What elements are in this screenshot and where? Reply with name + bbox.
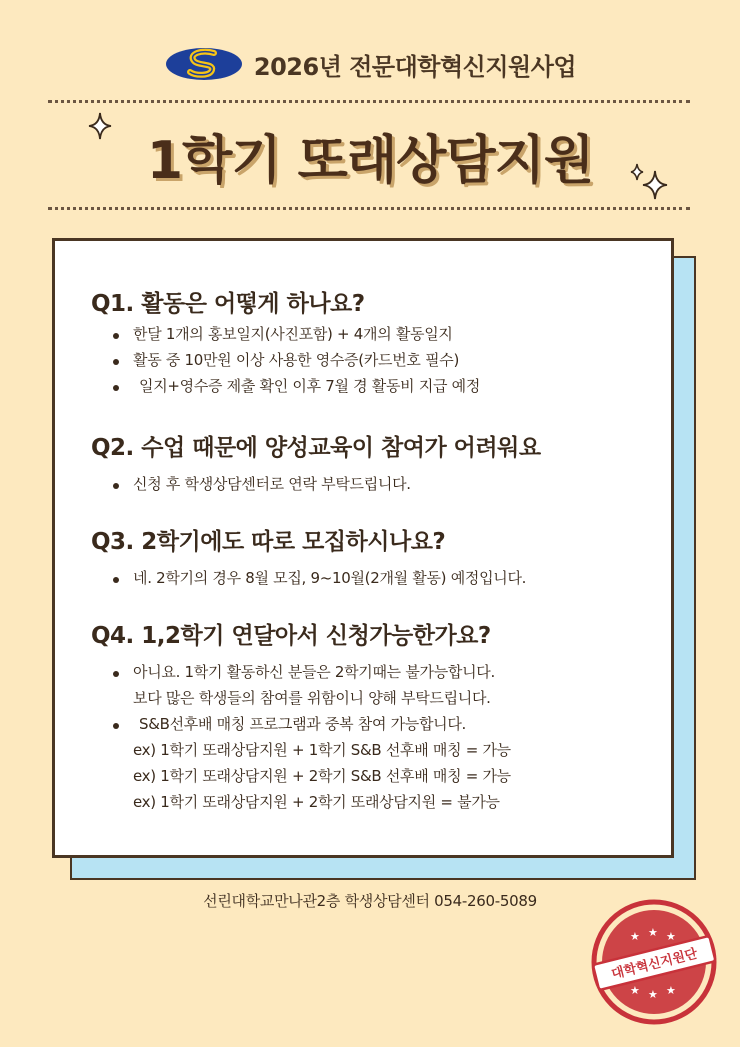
answer-line: 보다 많은 학생들의 참여를 위함이니 양해 부탁드립니다. (133, 689, 491, 707)
sparkle-large-icon (642, 170, 668, 200)
bullet-icon (113, 385, 119, 391)
bullet-icon (113, 359, 119, 365)
question-2: Q2. 수업 때문에 양성교육이 참여가 어려워요 (91, 435, 541, 461)
bullet-icon (113, 483, 119, 489)
svg-text:★: ★ (648, 926, 658, 939)
question-1: Q1. 활동은 어떻게 하나요? (91, 291, 365, 317)
answer-line: 일지+영수증 제출 확인 이후 7월 경 활동비 지급 예정 (139, 377, 481, 395)
contact-footer: 선린대학교만나관2층 학생상담센터 054-260-5089 (203, 892, 537, 910)
university-innovation-stamp-icon (590, 898, 718, 1026)
stamp-label: 대학혁신지원단 (610, 946, 700, 983)
answer-line: 네. 2학기의 경우 8월 모집, 9~10월(2개월 활동) 예정입니다. (133, 569, 527, 587)
bullet-icon (113, 333, 119, 339)
main-title: 1학기 또래상담지원 (146, 131, 594, 191)
answer-line: 활동 중 10만원 이상 사용한 영수증(카드번호 필수) (133, 351, 460, 369)
faq-card (52, 238, 674, 858)
program-title: 2026년 전문대학혁신지원사업 (253, 52, 577, 81)
bullet-icon (113, 671, 119, 677)
question-4: Q4. 1,2학기 연달아서 신청가능한가요? (91, 623, 491, 649)
answer-line: 한달 1개의 홍보일지(사진포함) + 4개의 활동일지 (133, 325, 453, 343)
svg-text:★: ★ (666, 984, 676, 997)
header (0, 44, 740, 84)
answer-line: 신청 후 학생상담센터로 연락 부탁드립니다. (133, 475, 411, 493)
divider-top (48, 100, 690, 103)
question-3: Q3. 2학기에도 따로 모집하시나요? (91, 529, 446, 555)
bullet-icon (113, 723, 119, 729)
svg-text:★: ★ (648, 988, 658, 1001)
svg-text:★: ★ (630, 930, 640, 943)
example-line: ex) 1학기 또래상담지원 + 2학기 S&B 선후배 매칭 = 가능 (133, 767, 511, 785)
answer-line: 아니요. 1학기 활동하신 분들은 2학기때는 불가능합니다. (133, 663, 495, 681)
bullet-icon (113, 577, 119, 583)
university-logo-icon (164, 44, 244, 84)
svg-text:★: ★ (666, 930, 676, 943)
answer-line: S&B선후배 매칭 프로그램과 중복 참여 가능합니다. (139, 715, 467, 733)
divider-bottom (48, 207, 690, 210)
example-line: ex) 1학기 또래상담지원 + 2학기 또래상담지원 = 불가능 (133, 793, 500, 811)
example-line: ex) 1학기 또래상담지원 + 1학기 S&B 선후배 매칭 = 가능 (133, 741, 511, 759)
svg-text:★: ★ (630, 984, 640, 997)
